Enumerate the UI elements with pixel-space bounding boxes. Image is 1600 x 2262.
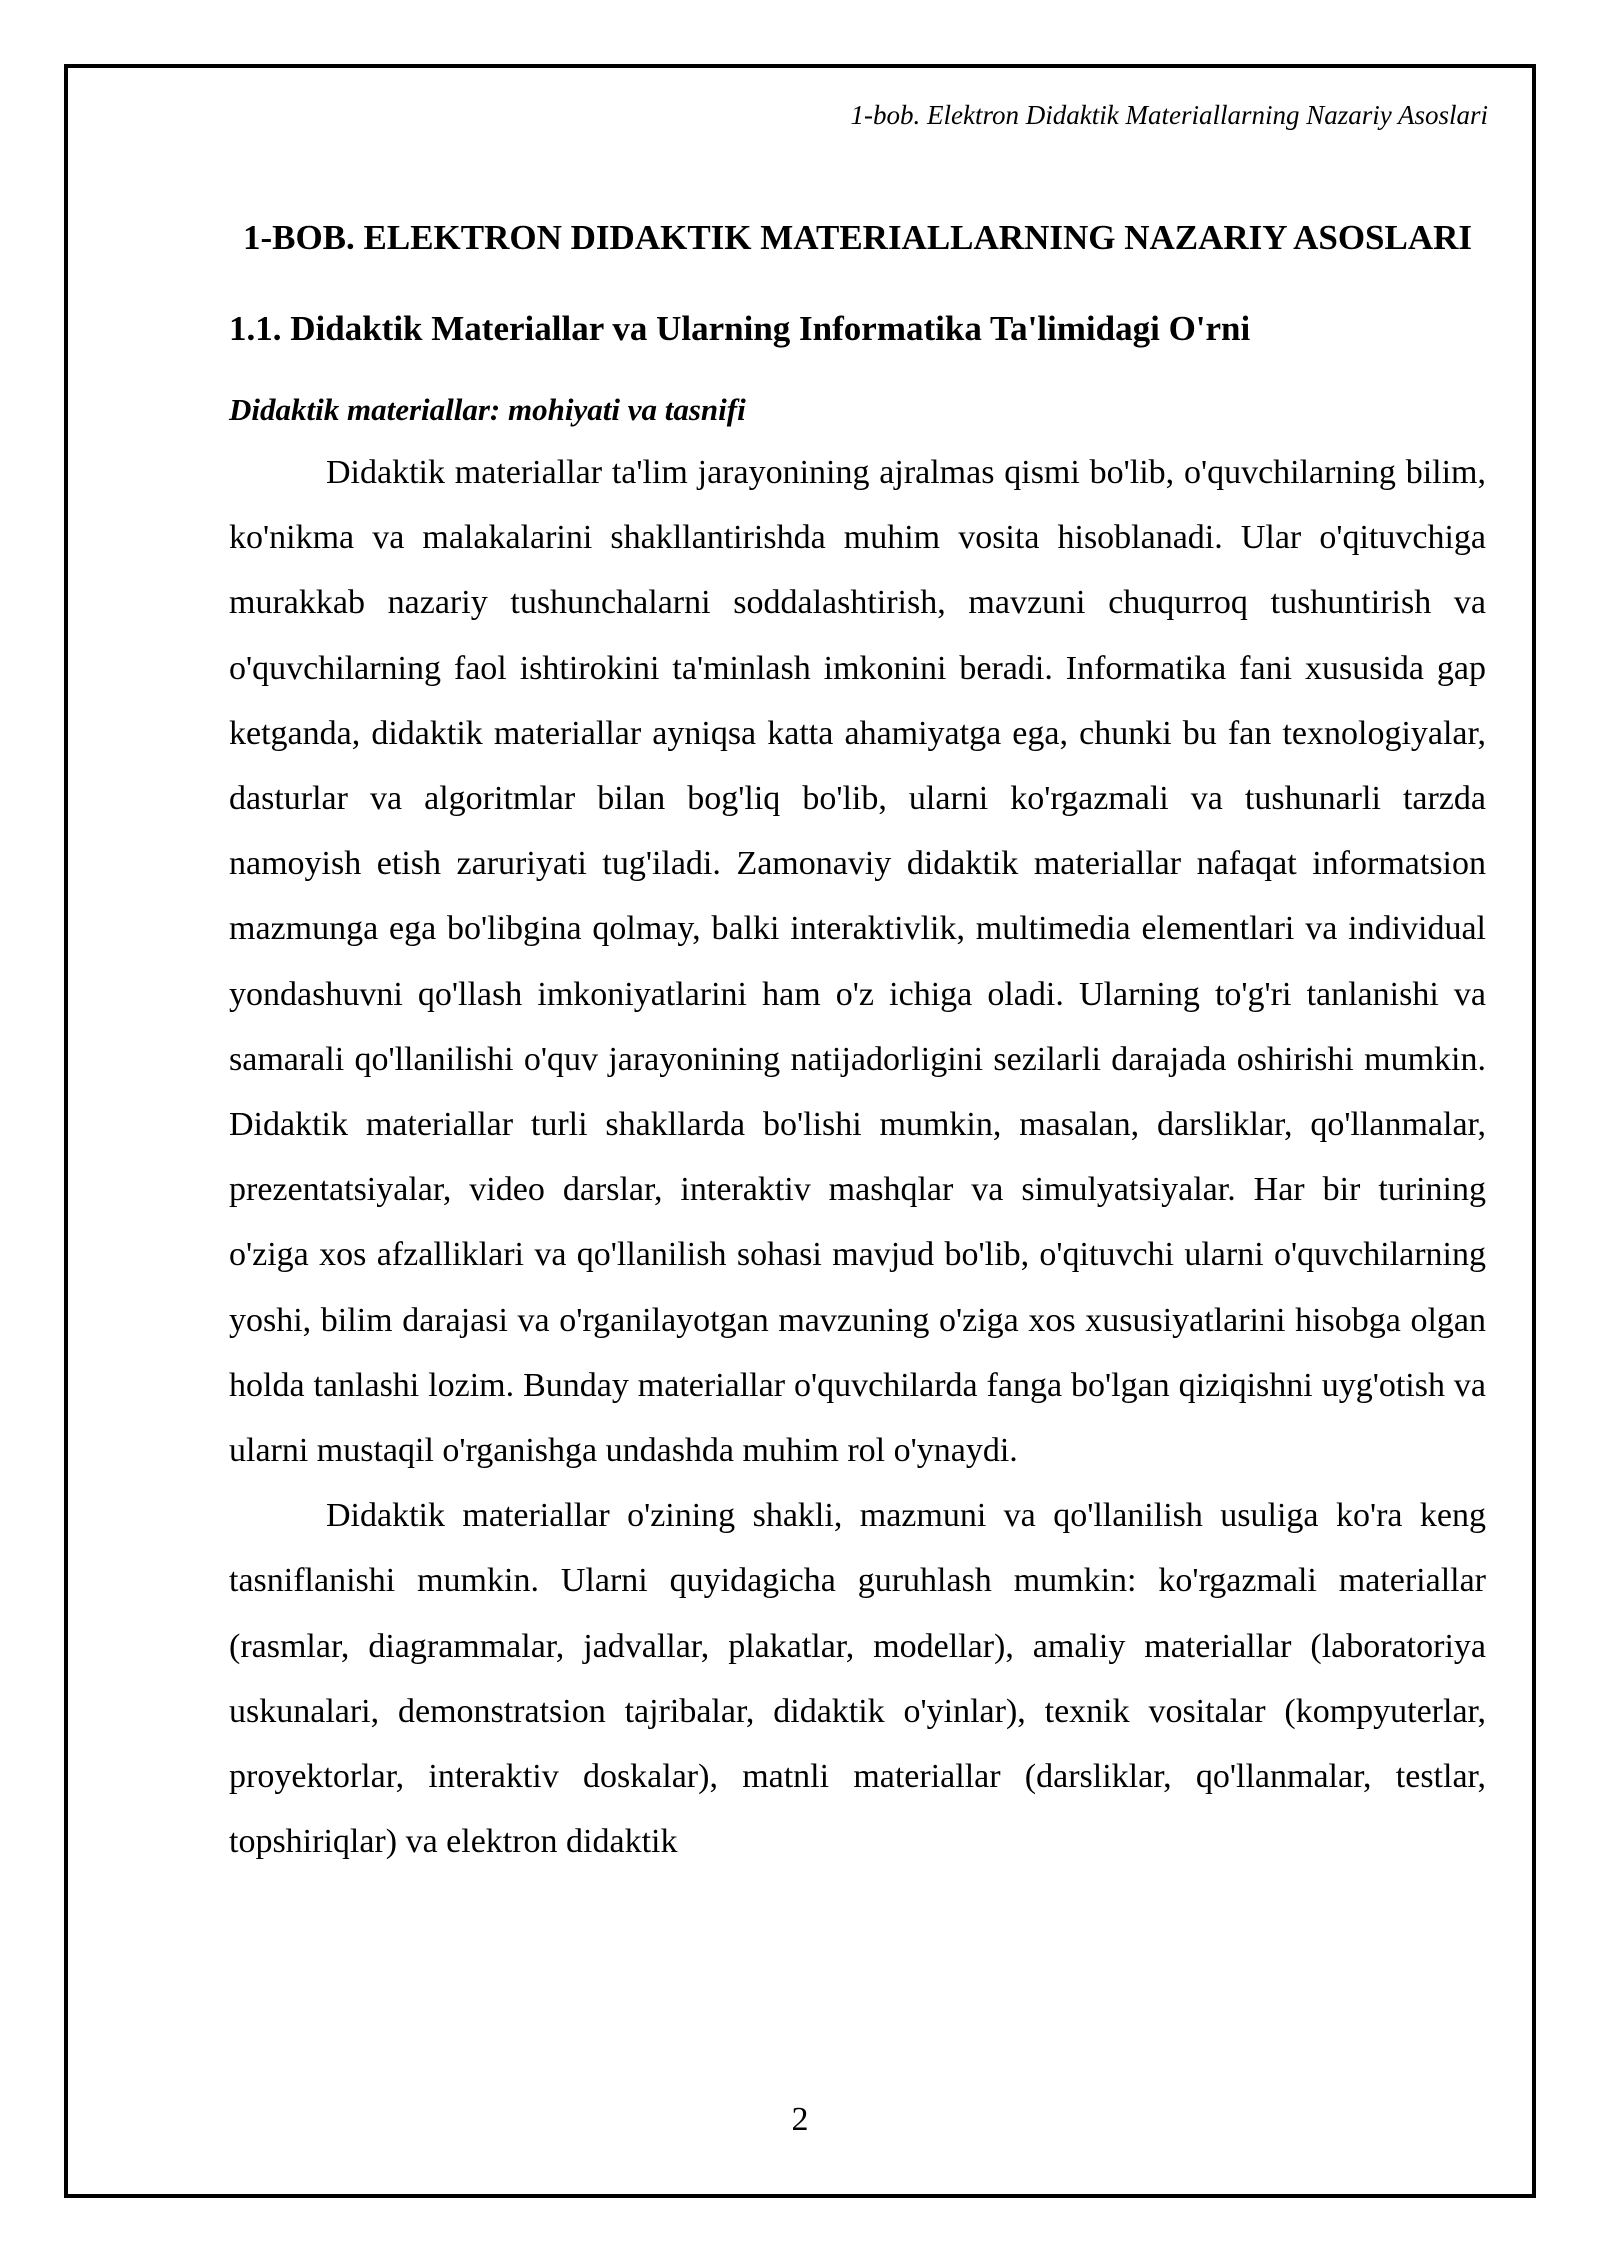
body-paragraph-1: Didaktik materiallar ta'lim jarayonining ajralmas qismi bo'lib, o'quvchilarning bilim, ko'nikma va malakalarini shakllantirishda muhim vosita hisoblanadi. Ular o'qituvchiga murakkab nazariy tushunchalarni soddalashtirish, mavzuni chuqurroq tushuntirish va o'quvchilarning faol ishtirokini ta'minlash imkonini beradi. Informatika fani xususida gap ketganda, didaktik materiallar ayniqsa katta ahamiyatga ega, chunki bu fan texnologiyalar, dasturlar va algoritmlar bilan bog'liq bo'lib, ularni ko'rgazmali va tushunarli tarzda namoyish etish zaruriyati tug'iladi. Zamonaviy didaktik materiallar nafaqat informatsion mazmunga ega bo'libgina qolmay, balki interaktivlik, multimedia elementlari va individual yondashuvni qo'llash imkoniyatlarini ham o'z ichiga oladi. Ularning to'g'ri tanlanishi va samarali qo'llanilishi o'quv jarayonining natijadorligini sezilarli darajada oshirishi mumkin. Didaktik materiallar turli shakllarda bo'lishi mumkin, masalan, darsliklar, qo'llanmalar, prezentatsiyalar, video darslar, interaktiv mashqlar va simulyatsiyalar. Har bir turining o'ziga xos afzalliklari va qo'llanilish sohasi mavjud bo'lib, o'qituvchi ularni o'quvchilarning yoshi, bilim darajasi va o'rganilayotgan mavzuning o'ziga xos xususiyatlarini hisobga olgan holda tanlashi lozim. Bunday materiallar o'quvchilarda fanga bo'lgan qiziqishni uyg'otish va ularni mustaqil o'rganishga undashda muhim rol o'ynaydi. bbox=[229, 454, 1486, 1470]
body-paragraph-2: Didaktik materiallar o'zining shakli, mazmuni va qo'llanilish usuliga ko'ra keng tasniflanishi mumkin. Ularni quyidagicha guruhlash mumkin: ko'rgazmali materiallar (rasmlar, diagrammalar, jadvallar, plakatlar, modellar), amaliy materiallar (laboratoriya uskunalari, demonstratsion tajribalar, didaktik o'yinlar), texnik vositalar (kompyuterlar, proyektorlar, interaktiv doskalar), matnli materiallar (darsliklar, qo'llanmalar, testlar, topshiriqlar) va elektron didaktik bbox=[229, 1497, 1486, 1861]
running-header: 1-bob. Elektron Didaktik Materiallarning Nazariy Asoslari bbox=[850, 100, 1488, 130]
page-content bbox=[229, 205, 1486, 1874]
section-title: 1.1. Didaktik Materiallar va Ularning Informatika Ta'limidagi O'rni bbox=[229, 309, 1251, 348]
subsection-title: Didaktik materiallar: mohiyati va tasnifi bbox=[229, 392, 746, 427]
page-number: 2 bbox=[791, 2101, 809, 2138]
chapter-title: 1-BOB. ELEKTRON DIDAKTIK MATERIALLARNING NAZARIY ASOSLARI bbox=[242, 218, 1473, 257]
